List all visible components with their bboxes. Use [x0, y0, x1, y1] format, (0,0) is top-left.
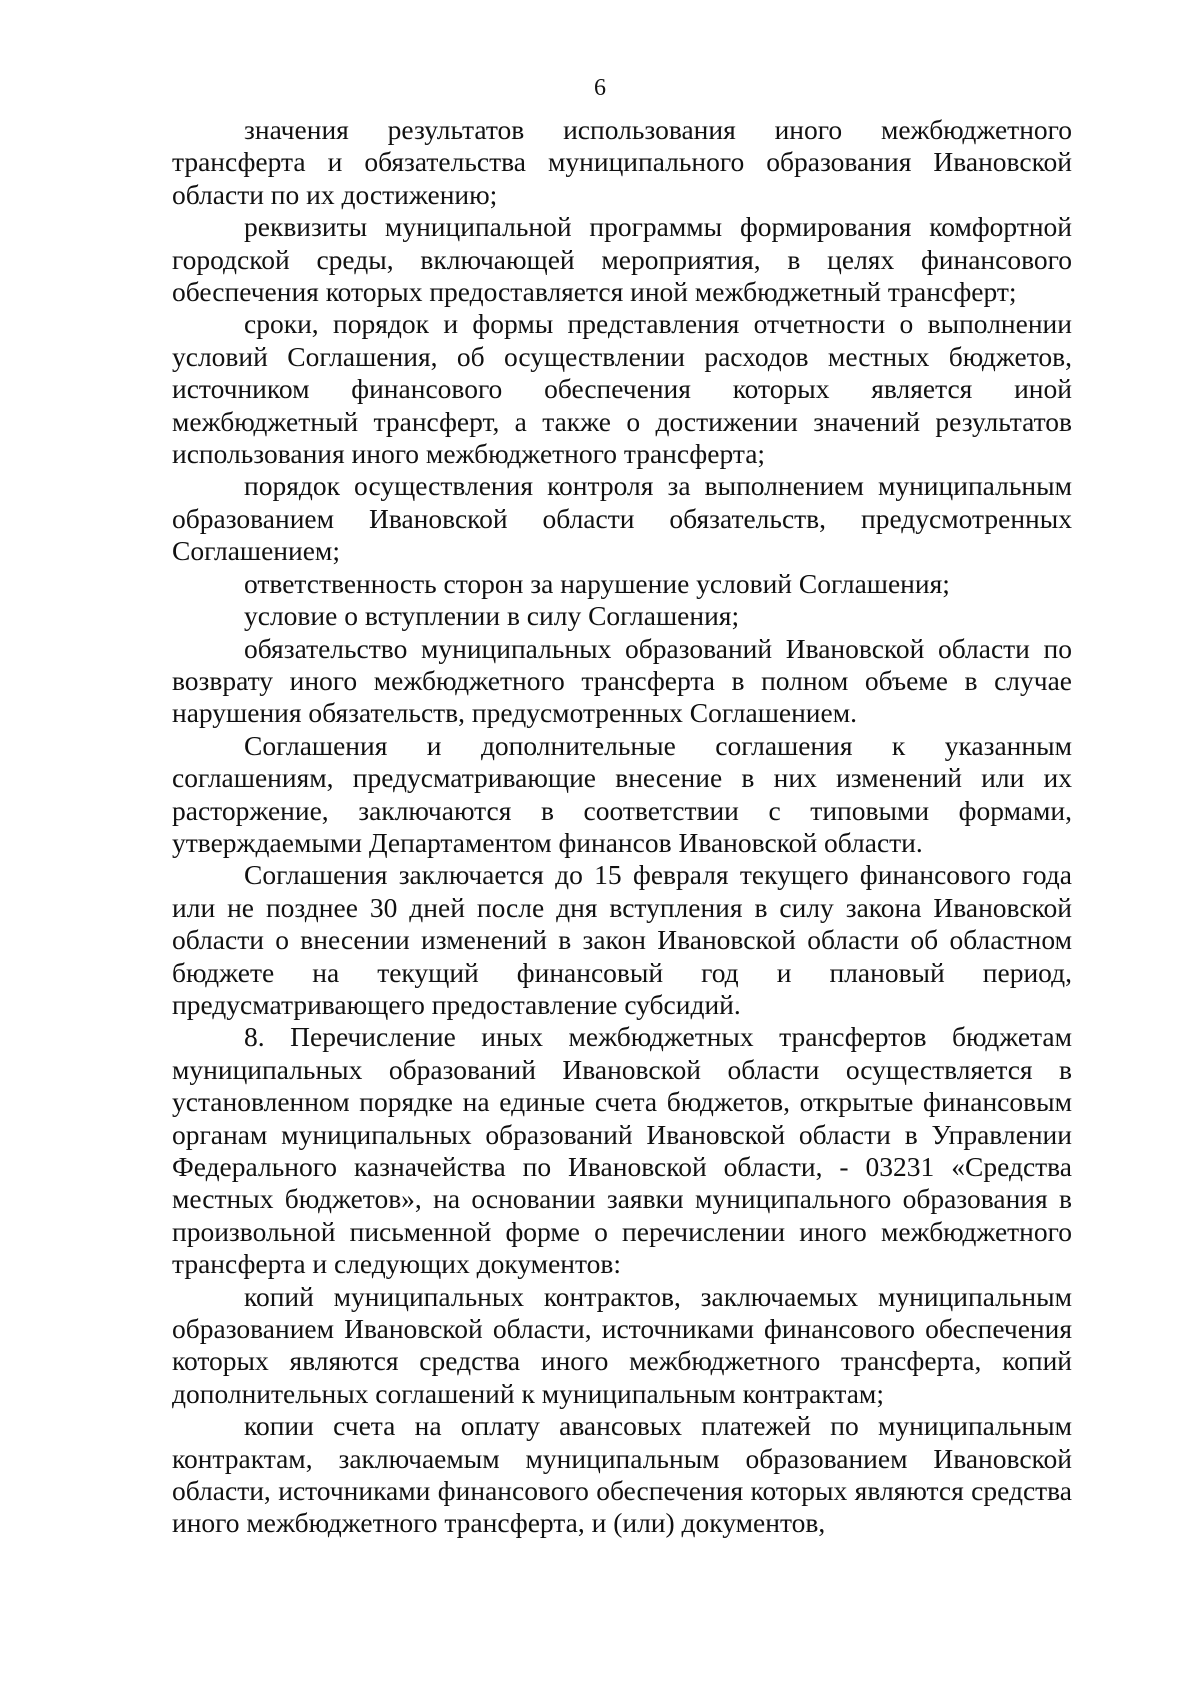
- paragraph-program-details: реквизиты муниципальной программы формирования комфортной городской среды, включающей мероприятия, в целях финансового обеспечения которых предоставляется иной межбюджетный трансферт;: [172, 211, 1072, 308]
- page-number: 6: [594, 75, 606, 101]
- paragraph-control-procedure: порядок осуществления контроля за выполнением муниципальным образованием Ивановской области обязательств, предусмотренных Соглашением;: [172, 470, 1072, 567]
- paragraph-responsibility: ответственность сторон за нарушение условий Соглашения;: [244, 567, 950, 599]
- paragraph-results-values: значения результатов использования иного межбюджетного трансферта и обязательства муниципального образования Ивановской области по их достижению;: [172, 114, 1072, 210]
- paragraph-entry-into-force: условие о вступлении в силу Соглашения;: [244, 600, 740, 632]
- paragraph-reporting-terms: сроки, порядок и формы представления отчетности о выполнении условий Соглашения, об осуществлении расходов местных бюджетов, источником финансового обеспечения которых является иной межбюджетный трансферт, а также о достижении значений результатов использования иного межбюджетного трансферта;: [172, 308, 1072, 470]
- paragraph-transfer-procedure: 8. Перечисление иных межбюджетных трансфертов бюджетам муниципальных образований Ивановской области осуществляется в установленном порядке на единые счета бюджетов, открытые финансовым органам муниципальных образований Ивановской области в Управлении Федерального казначейства по Ивановской области, - 03231 «Средства местных бюджетов», на основании заявки муниципального образования в произвольной письменной форме о перечислении иного межбюджетного трансферта и следующих документов:: [172, 1021, 1072, 1280]
- paragraph-standard-forms: Соглашения и дополнительные соглашения к указанным соглашениям, предусматривающие внесение в них изменений или их расторжение, заключаются в соответствии с типовыми формами, утверждаемыми Департаментом финансов Ивановской области.: [172, 729, 1072, 858]
- paragraph-contract-copies: копий муниципальных контрактов, заключаемых муниципальным образованием Ивановской области, источниками финансового обеспечения которых являются средства иного межбюджетного трансферта, копий дополнительных соглашений к муниципальным контрактам;: [172, 1280, 1072, 1409]
- paragraph-refund-obligation: обязательство муниципальных образований Ивановской области по возврату иного межбюджетного трансферта в полном объеме в случае нарушения обязательств, предусмотренных Соглашением.: [172, 632, 1072, 729]
- paragraph-conclusion-deadline: Соглашения заключается до 15 февраля текущего финансового года или не позднее 30 дней после дня вступления в силу закона Ивановской области о внесении изменений в закон Ивановской области об областном бюджете на текущий финансовый год и плановый период, предусматривающего предоставление субсидий.: [172, 859, 1072, 1020]
- paragraph-invoice-copies: копии счета на оплату авансовых платежей по муниципальным контрактам, заключаемым муниципальным образованием Ивановской области, источниками финансового обеспечения которых являются средства иного межбюджетного трансферта, и (или) документов,: [172, 1410, 1072, 1539]
- document-body: [172, 114, 1072, 1540]
